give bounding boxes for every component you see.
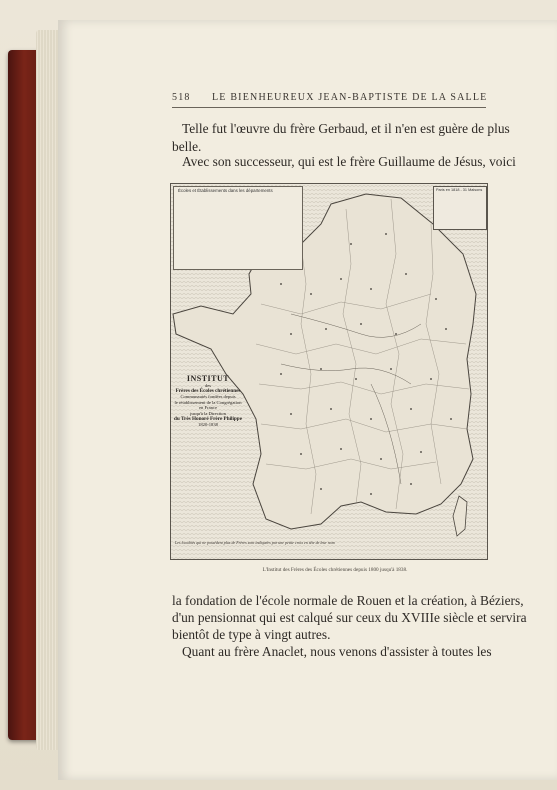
map-figure: [170, 183, 488, 560]
paris-inset: [433, 186, 487, 230]
running-title: LE BIENHEUREUX JEAN-BAPTISTE DE LA SALLE: [212, 92, 488, 103]
body-line: d'un pensionnat qui est calqué sur ceux du XVIIIe siècle et servira: [172, 610, 527, 625]
institut-line: du Très Honoré Frère Philippe: [173, 415, 242, 422]
institut-line: Frères des Écoles chrétiennes: [175, 387, 241, 394]
legend-table: [173, 186, 303, 270]
institut-cartouche: [173, 374, 243, 554]
legend-title: Écoles et Établissements dans les départements: [178, 188, 273, 193]
institut-line: jusqu'à la Direction: [190, 410, 226, 416]
body-line: Quant au frère Anaclet, nous venons d'assister à toutes les: [182, 644, 492, 659]
body-line: Telle fut l'œuvre du frère Gerbaud, et il n'en est guère de plus: [182, 121, 510, 136]
body-line: bientôt de type à vingt autres.: [172, 627, 331, 642]
institut-line: 1820-1838: [198, 422, 218, 428]
map-footnote: Les localités qui ne possèdent plus de Frères sont indiquées par une petite croix en tête de leur nom: [175, 540, 335, 545]
institut-line: des: [204, 383, 212, 388]
institut-title: INSTITUT: [186, 374, 230, 383]
body-line: la fondation de l'école normale de Rouen et la création, à Béziers,: [172, 593, 524, 608]
running-head: [172, 92, 488, 106]
page-number: 518: [172, 92, 191, 103]
header-rule: [172, 107, 486, 108]
figure-caption: L'Institut des Frères des Écoles chrétiennes depuis 1800 jusqu'à 1838.: [262, 567, 408, 573]
body-line: Avec son successeur, qui est le frère Guillaume de Jésus, voici: [182, 154, 516, 169]
body-line: belle.: [172, 139, 202, 154]
institut-line: Communautés fondées depuis: [180, 394, 236, 400]
inset-label: Paris en 1818 - 31 Maisons: [436, 188, 483, 192]
institut-line: le rétablissement de la Congrégation en France: [174, 399, 242, 411]
